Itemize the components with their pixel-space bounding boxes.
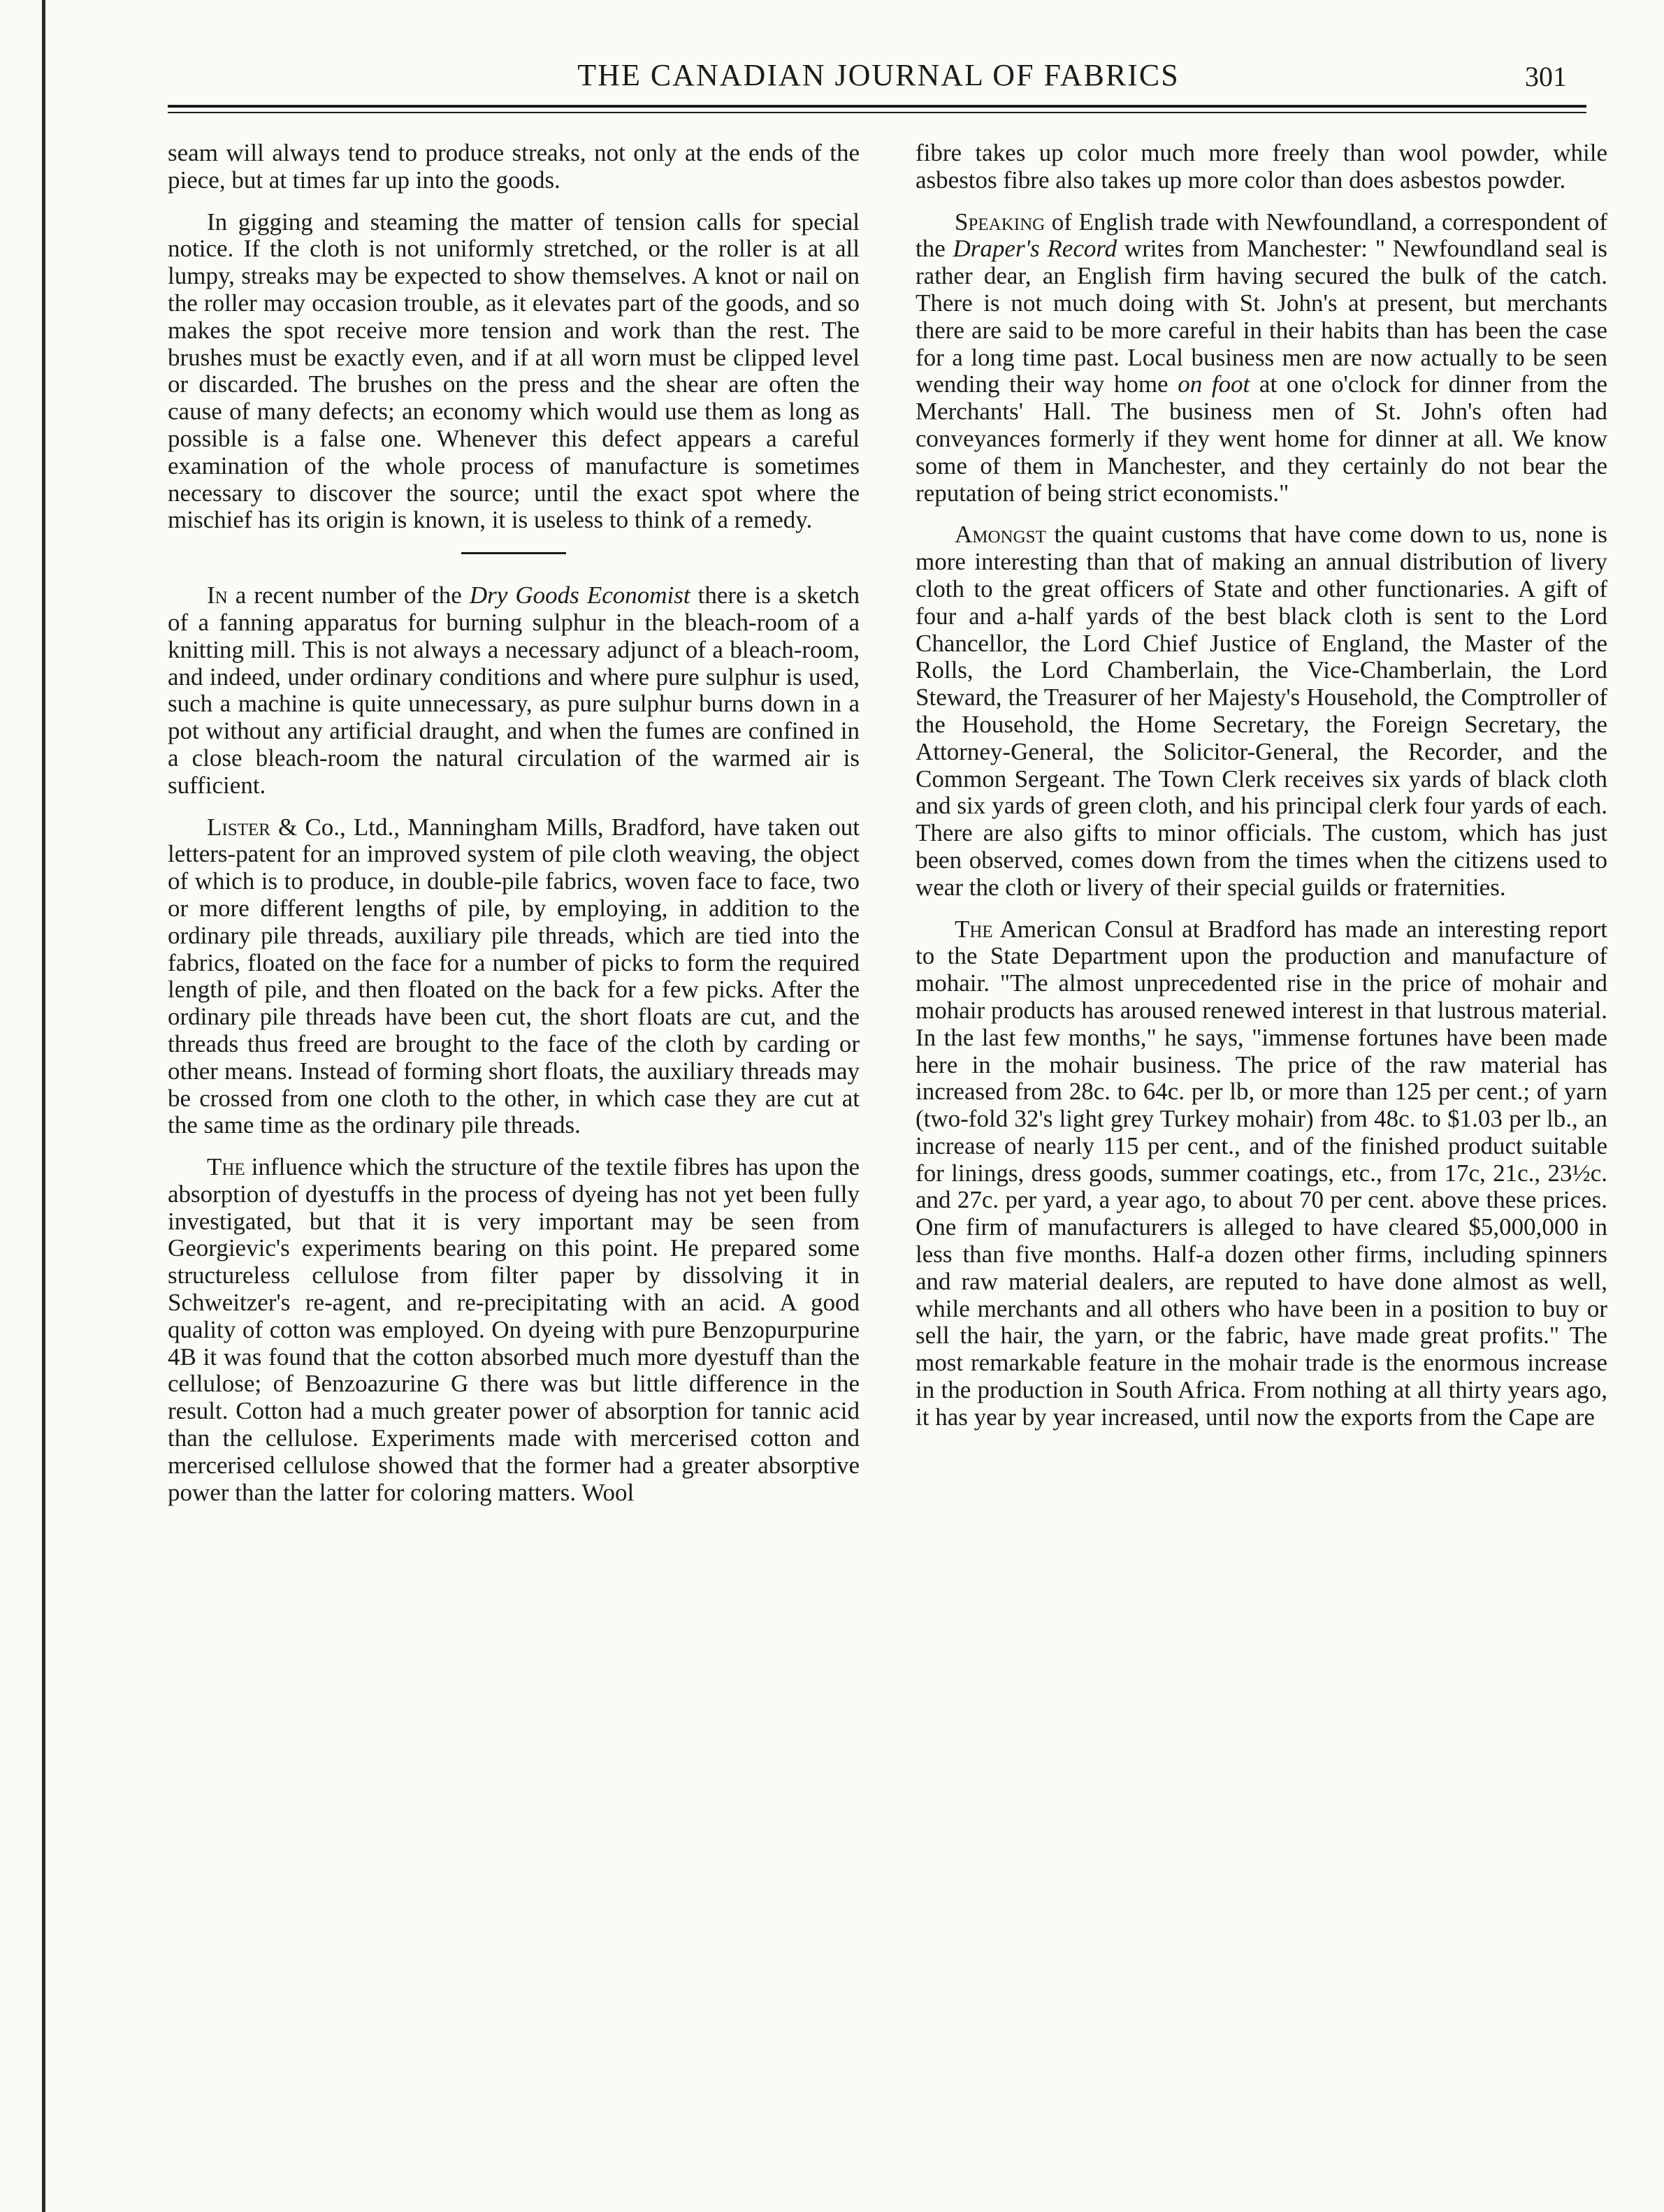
right-column — [916, 140, 1607, 1446]
lead-word: Amongst — [955, 521, 1046, 549]
paragraph-seam-streaks: seam will always tend to produce streaks, not only at the ends of the piece, but at times far up into the goods. — [168, 139, 860, 194]
paragraph-sulphur-bleach-room: In a recent number of the Dry Goods Economist there is a sketch of a fanning apparatus for burning sulphur in the bleach-room of a knitting mill. This is not always a necessary adjunct of a bleach-room, and indeed, under ordinary conditions and where pure sulphur is used, such a machine is quite unnecessary, as pure sulphur burns down in a pot without any artificial draught, and when the fumes are confined in a close bleach-room the natural circulation of the warmed air is sufficient. — [168, 581, 860, 799]
publication-title: Draper's Record — [953, 235, 1117, 263]
paragraph-wool-fibre: fibre takes up color much more freely than wool powder, while asbestos fibre also takes up more color than does asbestos powder. — [916, 139, 1607, 194]
journal-title: THE CANADIAN JOURNAL OF FABRICS — [577, 58, 1180, 92]
lead-word: Lister — [207, 813, 270, 841]
publication-title: Dry Goods Economist — [469, 581, 690, 609]
lead-word: The — [207, 1153, 245, 1181]
binding-edge-rule — [42, 0, 45, 2212]
paragraph-gigging-steaming: In gigging and steaming the matter of tension calls for special notice. If the cloth is not uniformly stretched, or the roller is at all lumpy, streaks may be expected to show themselves. A knot or nail on the roller may occasion trouble, as it elevates part of the goods, and so makes the spot receive more tension and work than the rest. The brushes must be exactly even, and if at all worn must be clipped level or discarded. The brushes on the press and the shear are often the cause of many defects; an economy which would use them as long as possible is a false one. Whenever this defect appears a careful examination of the whole process of manufacture is sometimes necessary to discover the source; until the exact spot where the mischief has its origin is known, it is useless to think of a remedy. — [168, 208, 860, 534]
page-number: 301 — [1525, 61, 1567, 92]
paragraph-dyestuff-absorption: The influence which the structure of the textile fibres has upon the absorption of dyestuffs in the process of dyeing has not yet been fully investigated, but that it is very important may be seen from Georgievic's experiments bearing on this point. He prepared some structureless cellulose from filter paper by dissolving it in Schweitzer's re-agent, and re-precipitating with an acid. A good quality of cotton was employed. On dyeing with pure Benzopurpurine 4B it was found that the cotton absorbed much more dyestuff than the cellulose; of Benzoazurine G there was but little difference in the result. Cotton had a much greater power of absorption for tannic acid than the cellulose. Experiments made with mercerised cotton and mercerised cellulose showed that the former had a greater absorptive power than the latter for coloring matters. Wool — [168, 1153, 860, 1506]
paragraph-lister-patent: Lister & Co., Ltd., Manningham Mills, Bradford, have taken out letters-patent for an improved system of pile cloth weaving, the object of which is to produce, in double-pile fabrics, woven face to face, two or more different lengths of pile, by employing, in addition to the ordinary pile threads, auxiliary pile threads, which are tied into the fabrics, floated on the face for a number of picks to form the required length of pile, and then floated on the back for a few picks. After the ordinary pile threads have been cut, the short floats are cut, and the threads thus freed are brought to the face of the cloth by carding or other means. Instead of forming short floats, the auxiliary threads may be crossed from one cloth to the other, in which case they are cut at the same time as the ordinary pile threads. — [168, 813, 860, 1139]
paragraph-newfoundland-trade: Speaking of English trade with Newfoundland, a correspondent of the Draper's Record writes from Manchester: " Newfoundland seal is rather dear, an English firm having secured the bulk of the catch. There is not much doing with St. John's at present, but merchants there are said to be more careful in their habits than has been the case for a long time past. Local business men are now actually to be seen wending their way home on foot at one o'clock for dinner from the Merchants' Hall. The business men of St. John's often had conveyances formerly if they went home for dinner at all. We know some of them in Manchester, and they certainly do not bear the reputation of being strict economists." — [916, 208, 1608, 507]
paragraph-mohair-report: The American Consul at Bradford has made an interesting report to the State Department upon the production and manufacture of mohair. "The almost unprecedented rise in the price of mohair and mohair products has aroused renewed interest in that lustrous material. In the last few months," he says, "immense fortunes have been made here in the mohair business. The price of the raw material has increased from 28c. to 64c. per lb, or more than 125 per cent.; of yarn (two-fold 32's light grey Turkey mohair) from 48c. to $1.03 per lb., an increase of nearly 115 per cent., and of the finished product suitable for linings, dress goods, summer coatings, etc., from 17c, 21c., 23½c. and 27c. per yard, a year ago, to about 70 per cent. above these prices. One firm of manufacturers is alleged to have cleared $5,000,000 in less than five months. Half-a dozen other firms, including spinners and raw material dealers, are reputed to have done almost as well, while merchants and all others who have been in a position to buy or sell the hair, the yarn, or the fabric, have made great profits." The most remarkable feature in the mohair trade is the enormous increase in the production in South Africa. From nothing at all thirty years ago, it has year by year increased, until now the exports from the Cape are — [916, 915, 1607, 1431]
page-header — [162, 57, 1595, 99]
lead-word: In — [207, 581, 228, 609]
section-divider — [461, 552, 566, 554]
header-rule-thick — [168, 105, 1586, 108]
header-rule-thin — [168, 112, 1586, 113]
lead-word: Speaking — [955, 208, 1046, 236]
left-column — [168, 140, 860, 1521]
italic-phrase: on foot — [1178, 370, 1250, 398]
paragraph-livery-cloth: Amongst the quaint customs that have come down to us, none is more interesting than that of making an annual distribution of livery cloth to the great officers of State and other functionaries. A gift of four and a-half yards of the best black cloth is sent to the Lord Chancellor, the Lord Chief Justice of England, the Master of the Rolls, the Lord Chamberlain, the Vice-Chamberlain, the Lord Steward, the Treasurer of her Majesty's Household, the Comptroller of the Household, the Home Secretary, the Foreign Secretary, the Attorney-General, the Solicitor-General, the Recorder, and the Common Sergeant. The Town Clerk receives six yards of black cloth and six yards of green cloth, and his principal clerk four yards of each. There are also gifts to minor officials. The custom, which has just been observed, comes down from the times when the citizens used to wear the cloth or livery of their special guilds or fraternities. — [916, 521, 1608, 901]
lead-word: The — [955, 915, 993, 943]
